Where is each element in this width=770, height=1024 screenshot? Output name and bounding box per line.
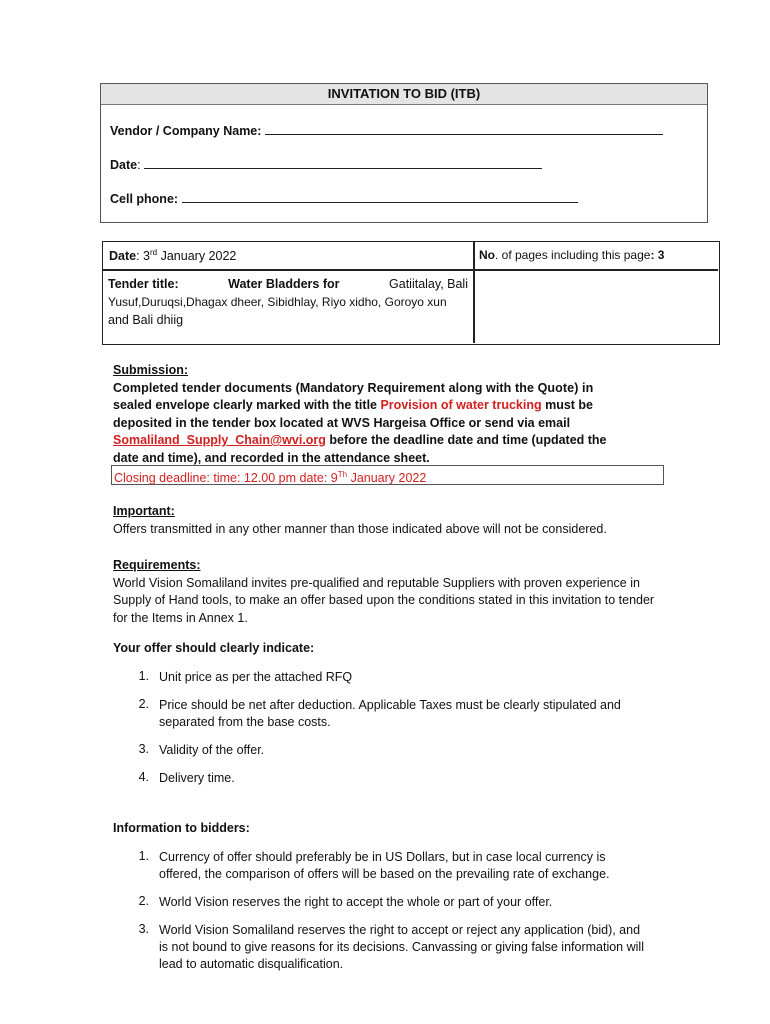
list-text: offered, the comparison of offers will be based on the prevailing rate of exchange. [159,867,610,881]
list-text: is not bound to give reasons for its decisions. Canvassing or giving false information will [159,940,644,954]
info-date-label: Date [109,249,137,264]
submission-email-link[interactable]: Somaliland_Supply_Chain@wvi.org [113,433,326,447]
cell-label: Cell phone: [110,192,179,206]
list-number: 1. [138,669,149,683]
submission-heading: Submission: [113,363,189,377]
date-cell [109,248,236,263]
date-field[interactable] [144,156,542,169]
pages-label-rest: . of pages including this page [495,248,651,262]
cell-row [110,190,700,206]
tender-title-rest: Gatiitalay, Bali [389,277,468,291]
list-number: 4. [138,770,149,784]
important-text: Offers transmitted in any other manner than those indicated above will not be considered. [113,521,607,536]
submission-p3: deposited in the tender box located at WVS Hargeisa Office or send via email [113,415,571,430]
offer-heading: Your offer should clearly indicate: [113,641,315,655]
tender-label: Tender title: [108,277,179,291]
requirements-section [113,557,654,627]
submission-title-red: Provision of water trucking [380,398,542,412]
list-text: Unit price as per the attached RFQ [159,670,353,684]
info-table [102,241,720,345]
list-number: 2. [138,894,149,908]
date-label: Date [110,158,138,172]
info-date-prefix: : 3 [136,249,150,264]
submission-p4 [113,432,663,450]
list-number: 1. [138,849,149,863]
list-text: separated from the base costs. [159,715,331,729]
offer-list [113,669,673,799]
date-colon: : [137,158,141,172]
requirements-line-2: Supply of Hand tools, to make an offer based upon the conditions stated in this invitation to tender [113,593,655,607]
submission-section [113,362,663,467]
submission-p1: Completed tender documents (Mandatory Requirement along with the Quote) in [113,380,594,395]
vendor-row [110,122,700,138]
pages-value: 3 [654,248,665,262]
vendor-field[interactable] [265,122,663,135]
important-heading: Important: [113,504,175,518]
tender-line-2: Yusuf,Duruqsi,Dhagax dheer, Sibidhlay, Riyo xidho, Goroyo xun [108,295,447,309]
submission-p2 [113,397,663,415]
deadline-a: Closing deadline: time: 12.00 pm date: 9 [114,471,338,486]
pages-label-bold: No [479,248,495,262]
list-text: Delivery time. [159,771,235,785]
submission-p2b: must be [541,398,594,412]
list-number: 3. [138,742,149,756]
list-text: Validity of the offer. [159,743,265,757]
requirements-line-1: World Vision Somaliland invites pre-qualified and reputable Suppliers with proven experience in [113,575,640,590]
tender-title-bold: Water Bladders for [228,277,340,291]
list-number: 3. [138,922,149,936]
vendor-label: Vendor / Company Name: [110,124,262,138]
closing-deadline-box [111,465,664,485]
date-row [110,156,700,172]
list-text: lead to automatic disqualification. [159,957,344,971]
requirements-line-3: for the Items in Annex 1. [113,610,248,625]
info-date-sup: rd [150,248,158,257]
list-text: World Vision Somaliland reserves the right to accept or reject any application (bid), and [159,923,641,937]
submission-p5: date and time), and recorded in the attendance sheet. [113,450,430,465]
list-text: Currency of offer should preferably be in US Dollars, but in case local currency is [159,850,606,864]
itb-box [100,83,708,223]
important-section [113,503,607,538]
list-text: World Vision reserves the right to accept the whole or part of your offer. [159,895,553,909]
bidders-list [113,849,673,979]
info-date-suffix: January 2022 [157,249,237,264]
tender-line-3: and Bali dhiig [108,313,184,327]
submission-p4b: before the deadline date and time (updated the [325,433,607,447]
tender-cell [108,275,468,329]
list-number: 2. [138,697,149,711]
bidders-heading: Information to bidders: [113,821,250,835]
deadline-sup: Th [337,470,348,479]
cell-field[interactable] [182,190,578,203]
itb-title: INVITATION TO BID (ITB) [327,86,481,101]
list-text: Price should be net after deduction. Applicable Taxes must be clearly stipulated and [159,698,621,712]
requirements-heading: Requirements: [113,558,201,572]
itb-title-bar [101,84,707,105]
pages-colon: : [650,248,655,262]
submission-p2a: sealed envelope clearly marked with the title [113,398,381,412]
pages-cell [479,248,664,262]
deadline-b: January 2022 [347,471,427,486]
